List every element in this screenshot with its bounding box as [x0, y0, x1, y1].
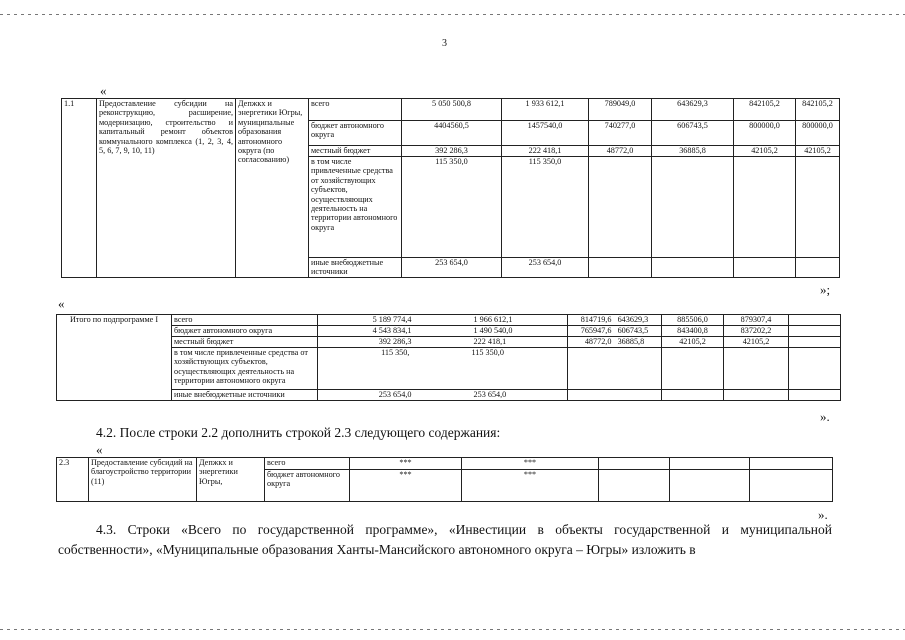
value-cell: 115 350,0 [471, 348, 504, 357]
value-cell: 42105,2 [796, 146, 840, 157]
table-subprogram-total [56, 314, 841, 401]
value-cell [750, 470, 833, 502]
value-cell: 42105,2 [734, 146, 796, 157]
source-label: иные внебюджетные источники [172, 390, 318, 401]
source-label: местный бюджет [309, 146, 402, 157]
value-cell: 253 654,0 [473, 390, 507, 399]
source-label: бюджет автономного округа [265, 470, 350, 502]
value-cell: 765947,6 [580, 326, 612, 335]
value-cell: 222 418,1 [502, 146, 589, 157]
value-cell: 1 966 612,1 [473, 315, 513, 324]
value-cell [724, 348, 789, 390]
value-cell: 789049,0 [589, 99, 652, 121]
value-cell: 253 654,0 [378, 390, 412, 399]
source-label: всего [309, 99, 402, 121]
value-cell: 4 543 834,1 [372, 326, 412, 335]
value-cell: 36885,8 [617, 337, 645, 346]
value-cell [568, 348, 662, 390]
value-cell: 253 654,0 [502, 258, 589, 278]
value-cell: 740277,0 [589, 121, 652, 146]
quote-open-2: « [58, 296, 65, 311]
value-cell [734, 157, 796, 258]
subprogram-name: Итого по подпрограмме I [57, 315, 172, 401]
value-cell: *** [350, 458, 462, 470]
value-cell [599, 458, 670, 470]
value-cell: 42105,2 [724, 337, 789, 348]
value-cell [568, 326, 662, 337]
value-cell [789, 315, 841, 326]
value-cell: 392 286,3 [378, 337, 412, 346]
value-cell [652, 258, 734, 278]
value-cell [662, 390, 724, 401]
row-number: 1.1 [62, 99, 97, 278]
source-label: бюджет автономного округа [172, 326, 318, 337]
value-cell: 814719,6 [580, 315, 612, 324]
value-cell [796, 258, 840, 278]
value-cell: 843400,8 [662, 326, 724, 337]
value-cell: 879307,4 [724, 315, 789, 326]
quote-close-period-1: ». [820, 409, 830, 424]
value-cell [589, 157, 652, 258]
value-cell: 837202,2 [724, 326, 789, 337]
value-cell: 606743,5 [652, 121, 734, 146]
value-cell [318, 390, 568, 401]
value-cell [599, 470, 670, 502]
value-cell: 842105,2 [734, 99, 796, 121]
value-cell: 800000,0 [734, 121, 796, 146]
value-cell [724, 390, 789, 401]
page-number: 3 [442, 38, 447, 49]
value-cell: 1 933 612,1 [502, 99, 589, 121]
value-cell: 885506,0 [662, 315, 724, 326]
value-cell: 48772,0 [584, 337, 612, 346]
value-cell [670, 470, 750, 502]
value-cell: 392 286,3 [402, 146, 502, 157]
value-cell: 48772,0 [589, 146, 652, 157]
value-cell [318, 337, 568, 348]
quote-close-period-2: ». [818, 507, 828, 522]
scan-edge-bottom [0, 629, 905, 630]
value-cell: *** [350, 470, 462, 502]
value-cell [568, 337, 662, 348]
value-cell [796, 157, 840, 258]
source-label: иные внебюджетные источники [309, 258, 402, 278]
value-cell: 800000,0 [796, 121, 840, 146]
value-cell: 4404560,5 [402, 121, 502, 146]
value-cell [670, 458, 750, 470]
value-cell [652, 157, 734, 258]
value-cell: 5 189 774,4 [372, 315, 412, 324]
value-cell [318, 348, 568, 390]
source-label: всего [265, 458, 350, 470]
value-cell [318, 315, 568, 326]
value-cell: 606743,5 [617, 326, 649, 335]
measure-name: Предоставление субсидии на реконструкцию, расширение, модернизацию, строительство и капитальный ремонт объектов коммунального комплекса (1, 2, 3, 4, 5, 6, 7, 9, 10, 11) [97, 99, 236, 278]
value-cell: 42105,2 [662, 337, 724, 348]
value-cell: 842105,2 [796, 99, 840, 121]
source-label: местный бюджет [172, 337, 318, 348]
value-cell: 5 050 500,8 [402, 99, 502, 121]
scan-edge-top [0, 14, 905, 15]
source-label: в том числе привлеченные средства от хозяйствующих субъектов, осуществляющих деятельность на территории автономного округа [309, 157, 402, 258]
value-cell [789, 337, 841, 348]
value-cell [734, 258, 796, 278]
value-cell: 1 490 540,0 [473, 326, 513, 335]
value-cell: 253 654,0 [402, 258, 502, 278]
source-label: всего [172, 315, 318, 326]
executor: Депжкх и энергетики Югры, муниципальные образования автономного округа (по согласованию) [236, 99, 309, 278]
value-cell: *** [462, 470, 599, 502]
quote-close-semicolon: »; [820, 282, 831, 297]
value-cell [789, 390, 841, 401]
value-cell [318, 326, 568, 337]
row-number: 2.3 [57, 458, 89, 502]
source-label: бюджет автономного округа [309, 121, 402, 146]
value-cell: 115 350,0 [502, 157, 589, 258]
value-cell: 36885,8 [652, 146, 734, 157]
quote-open-3: « [96, 442, 103, 457]
table-row-2-3 [56, 457, 833, 502]
value-cell [568, 390, 662, 401]
value-cell: 643629,3 [617, 315, 649, 324]
value-cell [789, 326, 841, 337]
table-row-1-1 [61, 98, 840, 278]
value-cell [750, 458, 833, 470]
paragraph-4-2: 4.2. После строки 2.2 дополнить строкой 2.3 следующего содержания: [96, 425, 501, 440]
source-label: в том числе привлеченные средства от хозяйствующих субъектов, осуществляющих деятельность на территории автономного округа [172, 348, 318, 390]
paragraph-4-3: 4.3. Строки «Всего по государственной программе», «Инвестиции в объекты государственной и муниципальной собственности», «Муниципальные образования Ханты-Мансийского автономного округа – Югры» изложить в [58, 522, 832, 557]
value-cell: 222 418,1 [473, 337, 507, 346]
value-cell [789, 348, 841, 390]
quote-open-1: « [100, 83, 107, 98]
value-cell: 1457540,0 [502, 121, 589, 146]
value-cell [589, 258, 652, 278]
value-cell: 643629,3 [652, 99, 734, 121]
value-cell: 115 350, [381, 348, 410, 357]
value-cell: 115 350,0 [402, 157, 502, 258]
measure-name: Предоставление субсидий на благоустройство территории (11) [89, 458, 197, 502]
value-cell [568, 315, 662, 326]
value-cell: *** [462, 458, 599, 470]
value-cell [662, 348, 724, 390]
executor: Депжкх и энергетики Югры, [197, 458, 265, 502]
